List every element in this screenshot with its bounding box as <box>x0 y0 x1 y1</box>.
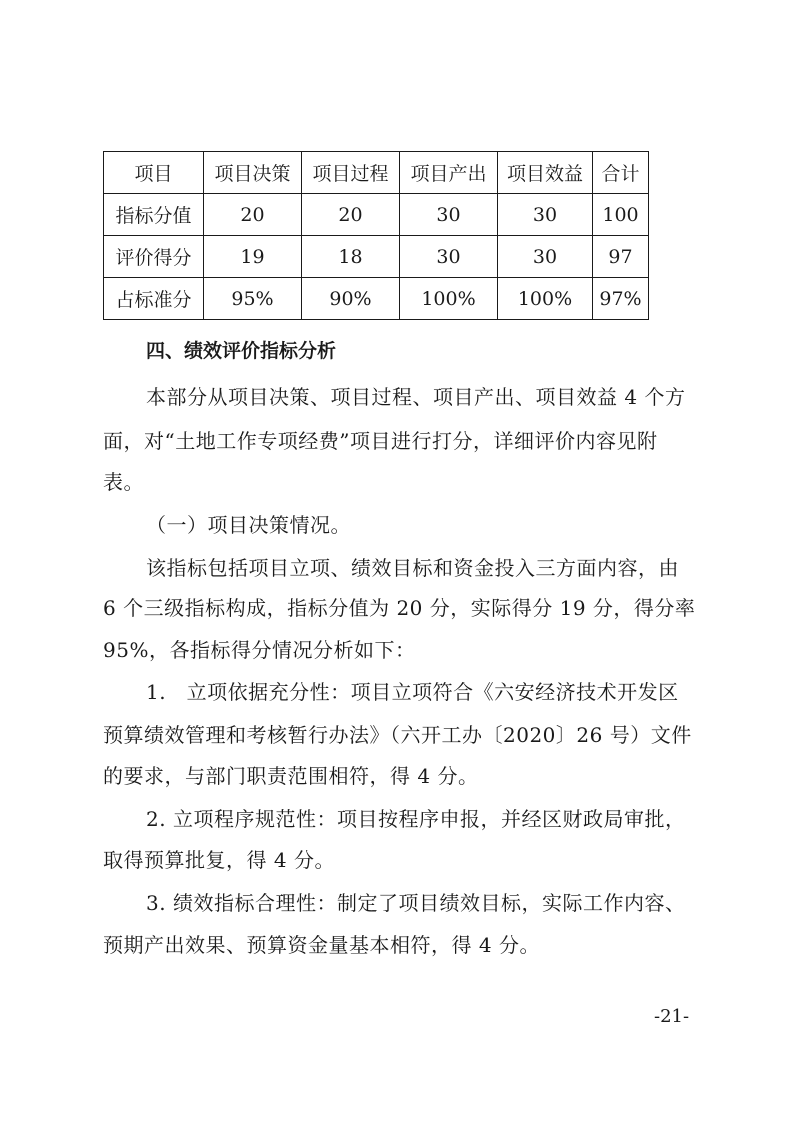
table-cell: 指标分值 <box>104 194 204 236</box>
table-cell: 30 <box>400 236 498 278</box>
table-cell: 97% <box>593 278 649 320</box>
table-header-cell: 项目产出 <box>400 152 498 194</box>
table-header-row <box>104 152 649 194</box>
item-line: 取得预算批复，得 4 分。 <box>103 848 335 872</box>
table-cell: 90% <box>302 278 400 320</box>
table-row <box>104 194 649 236</box>
table-cell: 评价得分 <box>104 236 204 278</box>
table-header-cell: 合计 <box>593 152 649 194</box>
table-cell: 20 <box>302 194 400 236</box>
summary-line: 95%，各指标得分情况分析如下： <box>103 638 416 662</box>
item-line: 2. 立项程序规范性：项目按程序申报，并经区财政局审批， <box>146 807 686 831</box>
item-line: 预期产出效果、预算资金量基本相符，得 4 分。 <box>103 933 540 957</box>
table-cell: 30 <box>498 236 593 278</box>
summary-line: 该指标包括项目立项、绩效目标和资金投入三方面内容，由 <box>146 556 679 580</box>
page-number: -21- <box>654 1006 690 1027</box>
table-cell: 97 <box>593 236 649 278</box>
table-header-cell: 项目决策 <box>204 152 302 194</box>
table-cell: 18 <box>302 236 400 278</box>
summary-line: 6 个三级指标构成，指标分值为 20 分，实际得分 19 分，得分率 <box>103 596 696 620</box>
item-line: 的要求，与部门职责范围相符，得 4 分。 <box>103 764 479 788</box>
table-cell: 100 <box>593 194 649 236</box>
table-cell: 95% <box>204 278 302 320</box>
item-line: 1. 立项依据充分性：项目立项符合《六安经济技术开发区 <box>146 680 679 704</box>
item-line: 3. 绩效指标合理性：制定了项目绩效目标，实际工作内容、 <box>146 891 686 915</box>
table-cell: 占标准分 <box>104 278 204 320</box>
section-heading: 四、绩效评价指标分析 <box>146 340 337 362</box>
subheading: （一）项目决策情况。 <box>146 513 351 537</box>
table-header-cell: 项目过程 <box>302 152 400 194</box>
item-line: 预算绩效管理和考核暂行办法》（六开工办〔2020〕26 号）文件 <box>103 723 692 747</box>
intro-line: 本部分从项目决策、项目过程、项目产出、项目效益 4 个方 <box>146 385 686 409</box>
table-row <box>104 278 649 320</box>
score-table <box>103 151 649 320</box>
table-header-cell: 项目效益 <box>498 152 593 194</box>
table-header-cell: 项目 <box>104 152 204 194</box>
table-row <box>104 236 649 278</box>
table-cell: 20 <box>204 194 302 236</box>
table-cell: 100% <box>400 278 498 320</box>
intro-line: 面，对“土地工作专项经费”项目进行打分，详细评价内容见附 <box>103 429 658 453</box>
table-cell: 19 <box>204 236 302 278</box>
table-cell: 100% <box>498 278 593 320</box>
table-cell: 30 <box>498 194 593 236</box>
table-cell: 30 <box>400 194 498 236</box>
intro-line: 表。 <box>103 470 144 494</box>
